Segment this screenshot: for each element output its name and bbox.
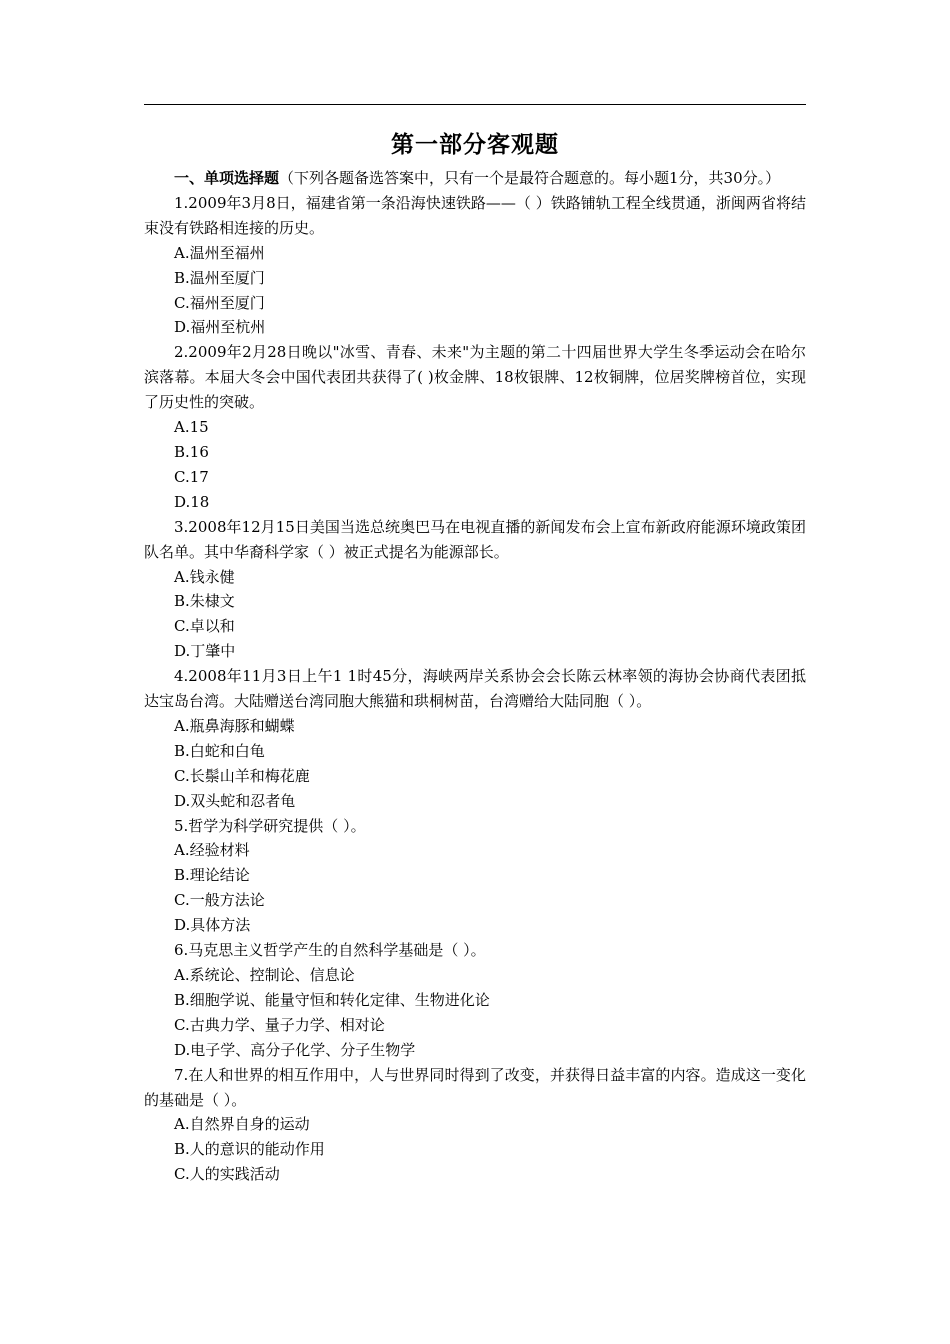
question-stem: 6.马克思主义哲学产生的自然科学基础是（ ）。: [174, 941, 486, 960]
option: B.朱棣文: [174, 592, 235, 611]
question-stem: 1.2009年3月8日，福建省第一条沿海快速铁路——（ ）铁路铺轨工程全线贯通，浙闽两省将结束没有铁路相连接的历史。: [144, 193, 806, 237]
question-stem: 3.2008年12月15日美国当选总统奥巴马在电视直播的新闻发布会上宣布新政府能源环境政策团队名单。其中华裔科学家（ ）被正式提名为能源部长。: [144, 517, 806, 561]
option: D.具体方法: [174, 916, 251, 935]
section-note: （下列各题备选答案中，只有一个是最符合题意的。每小题1分，共30分。）: [279, 169, 781, 187]
option: A.经验材料: [174, 841, 250, 860]
option: B.人的意识的能动作用: [174, 1140, 325, 1159]
section-heading-label: 一、单项选择题: [174, 169, 280, 187]
option: B.理论结论: [174, 866, 250, 885]
question-stem: 4.2008年11月3日上午1 1时45分，海峡两岸关系协会会长陈云林率领的海协会协商代表团抵达宝岛台湾。大陆赠送台湾同胞大熊猫和珙桐树苗，台湾赠给大陆同胞（ ）。: [144, 667, 806, 711]
option: B.细胞学说、能量守恒和转化定律、生物进化论: [174, 990, 490, 1009]
option: C.17: [174, 467, 209, 486]
option: C.福州至厦门: [174, 293, 265, 312]
option: D.福州至杭州: [174, 318, 266, 337]
option: D.电子学、高分子化学、分子生物学: [174, 1040, 416, 1059]
question-stem: 2.2009年2月28日晚以"冰雪、青春、未来"为主题的第二十四届世界大学生冬季运动会在哈尔滨落幕。本届大冬会中国代表团共获得了( )枚金牌、18枚银牌、12枚铜牌，位居奖牌榜首位，实现了历史性的突破。: [144, 343, 806, 412]
section-heading: [144, 166, 806, 191]
option: A.钱永健: [174, 567, 235, 586]
option: D.丁肇中: [174, 642, 236, 661]
option: C.一般方法论: [174, 891, 265, 910]
option: A.瓶鼻海豚和蝴蝶: [174, 716, 295, 735]
option: A.15: [174, 418, 209, 437]
option: D.18: [174, 492, 210, 511]
page-title: 第一部分客观题: [391, 132, 559, 158]
question-stem: 7.在人和世界的相互作用中，人与世界同时得到了改变，并获得日益丰富的内容。造成这一变化的基础是（ ）。: [144, 1065, 806, 1109]
option: B.温州至厦门: [174, 268, 265, 287]
option: B.白蛇和白龟: [174, 741, 265, 760]
option: C.古典力学、量子力学、相对论: [174, 1015, 385, 1034]
document-body: [144, 166, 806, 1187]
question-stem: 5.哲学为科学研究提供（ ）。: [174, 816, 366, 835]
option: A.系统论、控制论、信息论: [174, 966, 355, 984]
header-rule: [144, 104, 806, 105]
option: C.人的实践活动: [174, 1165, 280, 1184]
option: B.16: [174, 442, 209, 461]
option: A.温州至福州: [174, 243, 265, 262]
option: D.双头蛇和忍者龟: [174, 791, 296, 810]
option: C.长鬃山羊和梅花鹿: [174, 766, 310, 785]
option: A.自然界自身的运动: [174, 1115, 310, 1134]
option: C.卓以和: [174, 617, 235, 636]
